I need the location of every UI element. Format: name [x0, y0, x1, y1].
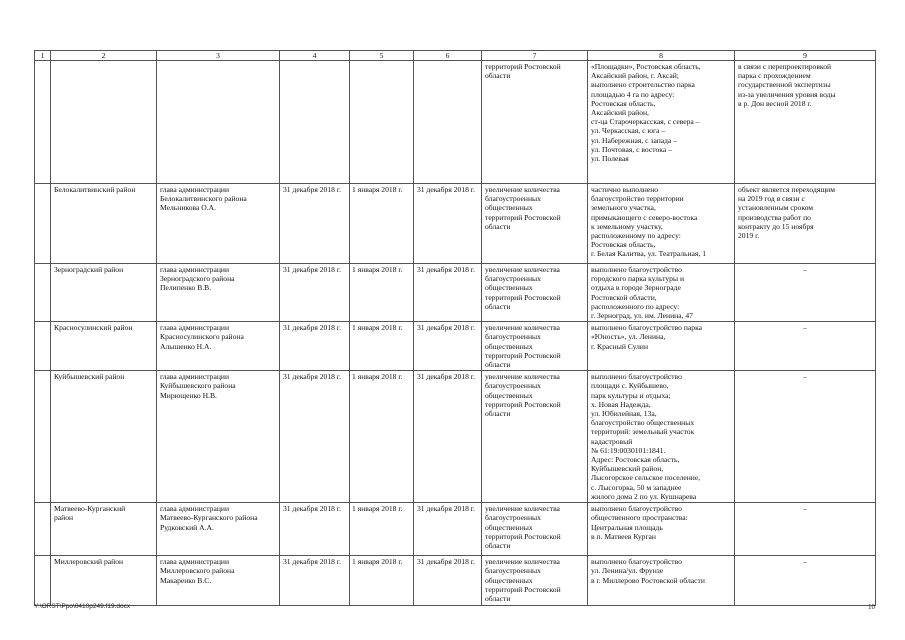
cell-line: Ростовской области, [591, 292, 657, 302]
header-cell: 2 [51, 51, 157, 61]
header-cell: 3 [157, 51, 280, 61]
cell-line: глава администрации [160, 265, 230, 274]
cell-line: № 61:19:0030101:1841. [591, 445, 666, 455]
cell-line: примыкающего с северо-востока [591, 212, 698, 222]
table-row [35, 264, 876, 322]
cell-line: из-за увеличения уровня воды [738, 89, 836, 99]
cell-line: общественных [485, 390, 533, 400]
cell-line: – [803, 265, 807, 274]
cell-line: ул. Черкасская, с юга – [591, 126, 666, 136]
cell-line: г. Белая Калитва, ул. Театральная, 1 [591, 249, 707, 259]
cell-line: в связи с перепроектировкой [738, 62, 832, 71]
cell-actual-start [350, 61, 414, 184]
cell-responsible [157, 264, 280, 322]
cell-number [35, 503, 51, 556]
cell-line: территорий Ростовской [485, 62, 561, 71]
header-cell: 5 [350, 51, 414, 61]
table-row [35, 371, 876, 503]
cell-line: ул. Почтовая, с востока – [591, 144, 672, 154]
table-row [35, 61, 876, 184]
cell-line: х. Новая Надежда, [591, 399, 651, 409]
cell-actual-end: 31 декабря 2018 г. [414, 264, 482, 322]
cell-line: общественных [485, 575, 533, 585]
cell-done [588, 184, 735, 264]
page-number: 10 [868, 603, 875, 611]
cell-responsible [157, 322, 280, 371]
cell-line: установленным сроком [738, 203, 814, 213]
cell-line: Белокалитвинского района [160, 194, 247, 204]
cell-line: район [54, 513, 74, 523]
cell-line: к земельному участку, [591, 221, 663, 231]
cell-line: Мирющенко Н.В. [160, 390, 217, 400]
cell-line: территорий Ростовской [485, 292, 561, 302]
table-row [35, 322, 876, 371]
cell-responsible [157, 371, 280, 503]
cell-line: – [803, 372, 807, 382]
cell-note [735, 371, 876, 503]
cell-line: общественных [485, 341, 533, 351]
cell-line: «Площадки», Ростовская область, [591, 62, 701, 71]
header-cell: 1 [35, 51, 51, 61]
cell-line: области [485, 541, 511, 551]
cell-line: производства работ по [738, 212, 811, 222]
cell-line: благоустроенных [485, 566, 541, 576]
cell-line: общественных [485, 522, 533, 532]
cell-done [588, 503, 735, 556]
cell-line: Пелипенко В.В. [160, 283, 212, 293]
cell-line: территорий Ростовской [485, 399, 561, 409]
cell-line: Куйбышевского района [160, 381, 236, 391]
cell-line: площадью 4 га по адресу: [591, 89, 675, 99]
cell-line: Аксайский район, г. Аксай; [591, 71, 679, 81]
cell-district [51, 371, 157, 503]
cell-line: расположенному по адресу: [591, 231, 681, 241]
cell-line: Белокалитвинский район [54, 185, 136, 194]
cell-line: в п. Матвеев Курган [591, 531, 656, 541]
cell-line: г. Зерноград, ул. им. Ленина, 47 [591, 311, 693, 321]
cell-line: земельного участка, [591, 203, 656, 213]
cell-line: ул. Ленина/ул. Фрунзе [591, 566, 664, 576]
cell-actual-end: 31 декабря 2018 г. [414, 371, 482, 503]
cell-number [35, 322, 51, 371]
header-cell: 8 [588, 51, 735, 61]
cell-done [588, 556, 735, 606]
cell-note [735, 556, 876, 606]
cell-line: в р. Дон весной 2018 г. [738, 98, 812, 108]
cell-line: глава администрации [160, 185, 230, 194]
cell-planned-end: 31 декабря 2018 г. [280, 264, 350, 322]
cell-line: Алышенко Н.А. [160, 341, 212, 351]
cell-note [735, 322, 876, 371]
cell-line: увеличение количества [485, 504, 560, 514]
cell-line: области [485, 594, 511, 604]
header-cell: 4 [280, 51, 350, 61]
cell-line: – [803, 557, 807, 567]
cell-line: в г. Миллерово Ростовской области [591, 575, 705, 585]
cell-actual-start: 1 января 2018 г. [350, 184, 414, 264]
cell-number [35, 264, 51, 322]
cell-line: благоустройство территории [591, 194, 684, 204]
cell-line: расположенного по адресу: [591, 301, 680, 311]
cell-line: Аксайский район, [591, 108, 649, 118]
cell-number [35, 61, 51, 184]
cell-district [51, 184, 157, 264]
cell-line: Макаренко В.С. [160, 575, 212, 585]
cell-line: увеличение количества [485, 557, 560, 567]
table-row [35, 184, 876, 264]
cell-line: Красносулинского района [160, 332, 244, 342]
cell-line: ул. Юбилейная, 13а, [591, 409, 657, 419]
cell-responsible [157, 556, 280, 606]
header-cell: 9 [735, 51, 876, 61]
cell-line: Рудковский А.А. [160, 522, 214, 532]
cell-responsible [157, 184, 280, 264]
cell-planned-end: 31 декабря 2018 г. [280, 184, 350, 264]
cell-done [588, 264, 735, 322]
cell-line: увеличение количества [485, 185, 560, 194]
cell-line: на 2019 год в связи с [738, 194, 805, 204]
cell-line: жилого дома 2 по ул. Кушнарева [591, 491, 697, 501]
cell-district [51, 322, 157, 371]
cell-line: частично выполнено [591, 185, 659, 194]
cell-line: Матвеево-Курганского района [160, 513, 258, 523]
cell-district [51, 264, 157, 322]
cell-line: Зерноградский район [54, 265, 124, 274]
cell-line: – [803, 504, 807, 514]
cell-line: г. Красный Сулин [591, 341, 649, 351]
cell-line: глава администрации [160, 372, 230, 382]
cell-actual-start: 1 января 2018 г. [350, 556, 414, 606]
cell-line: территорий: земельный участок [591, 427, 695, 437]
cell-line: выполнено благоустройство [591, 372, 682, 382]
cell-line: Лысогорское сельское поселение, [591, 473, 701, 483]
cell-line: Матвеево-Курганский [54, 504, 126, 514]
cell-line: Куйбышевский район [54, 372, 125, 382]
file-path-footer: Y:\ORST\Ppo\0410p249.f19.docx [34, 603, 131, 610]
cell-line: Мельникова О.А. [160, 203, 217, 213]
cell-line: Миллеровского района [160, 566, 235, 576]
cell-line: глава администрации [160, 557, 230, 567]
cell-result [482, 184, 588, 264]
cell-line: области [485, 301, 511, 311]
cell-line: благоустроенных [485, 381, 541, 391]
cell-line: общественных [485, 203, 533, 213]
cell-note [735, 264, 876, 322]
cell-line: выполнено благоустройство [591, 504, 682, 514]
cell-line: ул. Полевая [591, 154, 629, 164]
table-row [35, 503, 876, 556]
cell-result [482, 264, 588, 322]
cell-line: благоустроенных [485, 332, 541, 342]
cell-line: глава администрации [160, 504, 230, 514]
cell-responsible [157, 503, 280, 556]
cell-line: общественного пространства: [591, 513, 688, 523]
cell-line: парка с прохождением [738, 71, 811, 81]
cell-line: области [485, 360, 511, 370]
cell-line: государственной экспертизы [738, 80, 831, 90]
cell-district [51, 556, 157, 606]
cell-actual-start: 1 января 2018 г. [350, 264, 414, 322]
cell-result [482, 322, 588, 371]
cell-line: общественных [485, 283, 533, 293]
cell-note [735, 184, 876, 264]
cell-line: Красносулинский район [54, 323, 133, 333]
document-page [34, 50, 875, 606]
cell-planned-end [280, 61, 350, 184]
cell-actual-start: 1 января 2018 г. [350, 322, 414, 371]
cell-actual-end: 31 декабря 2018 г. [414, 556, 482, 606]
cell-line: увеличение количества [485, 265, 560, 274]
cell-line: ст-ца Старочеркасская, с севера – [591, 117, 700, 127]
cell-line: кадастровый [591, 436, 633, 446]
cell-line: выполнено благоустройство [591, 265, 682, 274]
cell-line: выполнено благоустройство парка [591, 323, 703, 333]
cell-number [35, 184, 51, 264]
cell-line: увеличение количества [485, 323, 560, 333]
cell-line: увеличение количества [485, 372, 560, 382]
cell-line: благоустроенных [485, 513, 541, 523]
cell-line: Миллеровский район [54, 557, 124, 567]
cell-line: – [803, 323, 807, 333]
cell-done [588, 322, 735, 371]
cell-line: глава администрации [160, 323, 230, 333]
cell-line: площади с. Куйбышево, [591, 381, 669, 391]
cell-line: объект является переходящим [738, 185, 836, 194]
cell-done [588, 61, 735, 184]
cell-line: благоустройство общественных [591, 418, 695, 428]
cell-actual-start: 1 января 2018 г. [350, 371, 414, 503]
cell-line: Центральная площадь [591, 522, 663, 532]
cell-line: территорий Ростовской [485, 584, 561, 594]
cell-number [35, 556, 51, 606]
cell-line: области [485, 221, 511, 231]
cell-line: области [485, 409, 511, 419]
cell-actual-end [414, 61, 482, 184]
cell-line: отдыха в городе Зернограде [591, 283, 681, 293]
cell-planned-end: 31 декабря 2018 г. [280, 371, 350, 503]
cell-result [482, 61, 588, 184]
header-cell: 6 [414, 51, 482, 61]
table-row [35, 556, 876, 606]
cell-line: городского парка культуры и [591, 274, 685, 284]
cell-line: благоустроенных [485, 274, 541, 284]
header-row [35, 51, 876, 61]
cell-planned-end: 31 декабря 2018 г. [280, 322, 350, 371]
cell-responsible [157, 61, 280, 184]
cell-note [735, 503, 876, 556]
cell-line: «Юность», ул. Ленина, [591, 332, 666, 342]
cell-result [482, 371, 588, 503]
cell-number [35, 371, 51, 503]
cell-line: области [485, 71, 511, 81]
cell-district [51, 61, 157, 184]
header-cell: 7 [482, 51, 588, 61]
cell-planned-end: 31 декабря 2018 г. [280, 556, 350, 606]
cell-line: Ростовская область, [591, 240, 656, 250]
cell-line: 2019 г. [738, 231, 760, 241]
cell-line: парк культуры и отдыха; [591, 390, 671, 400]
cell-actual-end: 31 декабря 2018 г. [414, 184, 482, 264]
cell-line: Зерноградского района [160, 274, 235, 284]
cell-actual-end: 31 декабря 2018 г. [414, 322, 482, 371]
cell-line: благоустроенных [485, 194, 541, 204]
cell-line: ул. Набережная, с запада – [591, 135, 678, 145]
cell-line: с. Лысогорка, 50 м западнее [591, 482, 682, 492]
cell-note [735, 61, 876, 184]
cell-line: территорий Ростовской [485, 350, 561, 360]
cell-line: Ростовская область, [591, 98, 656, 108]
cell-district [51, 503, 157, 556]
cell-line: выполнено строительство парка [591, 80, 695, 90]
cell-planned-end: 31 декабря 2018 г. [280, 503, 350, 556]
cell-done [588, 371, 735, 503]
cell-result [482, 503, 588, 556]
cell-actual-end: 31 декабря 2018 г. [414, 503, 482, 556]
cell-line: Адрес: Ростовская область, [591, 455, 680, 465]
cell-actual-start: 1 января 2018 г. [350, 503, 414, 556]
cell-line: территорий Ростовской [485, 212, 561, 222]
report-table [34, 50, 876, 606]
cell-line: контракту до 15 ноября [738, 221, 814, 231]
cell-line: Куйбышевский район, [591, 464, 664, 474]
cell-result [482, 556, 588, 606]
cell-line: выполнено благоустройство [591, 557, 682, 567]
cell-line: территорий Ростовской [485, 531, 561, 541]
